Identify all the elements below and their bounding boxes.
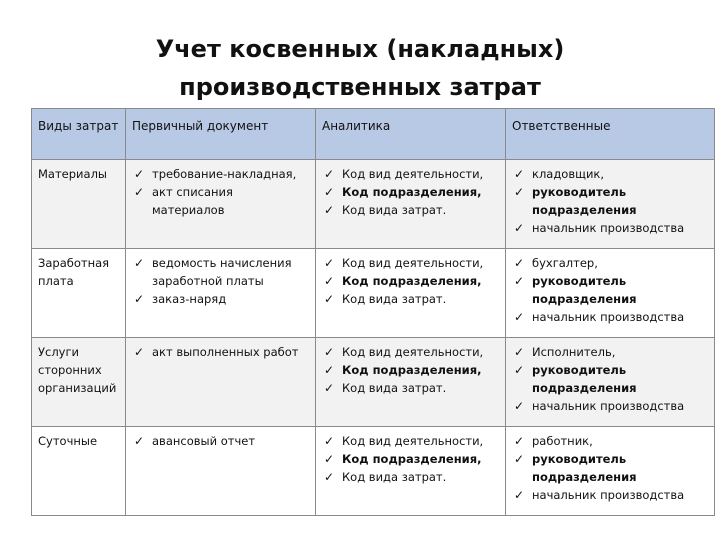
list-item: ✓ Код вида затрат. bbox=[324, 203, 447, 217]
list-item: ✓ начальник производства bbox=[514, 399, 685, 413]
header-primary-document: Первичный документ bbox=[126, 109, 316, 160]
checkmark-icon: ✓ bbox=[324, 470, 335, 484]
checkmark-icon: ✓ bbox=[324, 381, 335, 395]
checkmark-icon: ✓ bbox=[514, 185, 525, 199]
responsible-cell bbox=[506, 160, 715, 249]
page-title bbox=[0, 30, 720, 106]
list-item: ✓ кладовщик, bbox=[514, 167, 605, 181]
list-item: ✓ бухгалтер, bbox=[514, 256, 598, 270]
cost-type-cell: Материалы bbox=[32, 160, 126, 249]
list-item: ✓ руководитель подразделения bbox=[514, 185, 637, 217]
checkmark-icon: ✓ bbox=[514, 345, 525, 359]
cost-type-cell: Заработная плата bbox=[32, 249, 126, 338]
list-item: ✓ требование-накладная, bbox=[134, 167, 297, 181]
list-item: ✓ руководитель подразделения bbox=[514, 363, 637, 395]
checkmark-icon: ✓ bbox=[324, 292, 335, 306]
checkmark-icon: ✓ bbox=[514, 399, 525, 413]
list-item: ✓ ведомость начисления заработной платы bbox=[134, 256, 292, 288]
list-item: ✓ Код вида затрат. bbox=[324, 381, 447, 395]
list-item: ✓ Код вид деятельности, bbox=[324, 434, 484, 448]
list-item: ✓ работник, bbox=[514, 434, 593, 448]
table-row bbox=[32, 427, 715, 516]
documents-cell bbox=[126, 249, 316, 338]
list-item: ✓ Код подразделения, bbox=[324, 185, 482, 199]
list-item: ✓ руководитель подразделения bbox=[514, 274, 637, 306]
table-row bbox=[32, 249, 715, 338]
list-item: ✓ Код вида затрат. bbox=[324, 292, 447, 306]
documents-cell bbox=[126, 160, 316, 249]
list-item: ✓ Код подразделения, bbox=[324, 363, 482, 377]
checkmark-icon: ✓ bbox=[514, 274, 525, 288]
checkmark-icon: ✓ bbox=[514, 363, 525, 377]
analytics-cell bbox=[316, 160, 506, 249]
cost-type-cell: Суточные bbox=[32, 427, 126, 516]
checkmark-icon: ✓ bbox=[324, 452, 335, 466]
list-item: ✓ начальник производства bbox=[514, 310, 685, 324]
list-item: ✓ авансовый отчет bbox=[134, 434, 256, 448]
checkmark-icon: ✓ bbox=[134, 345, 145, 359]
list-item: ✓ Исполнитель, bbox=[514, 345, 616, 359]
checkmark-icon: ✓ bbox=[514, 452, 525, 466]
header-cost-type: Виды затрат bbox=[32, 109, 126, 160]
table-row bbox=[32, 160, 715, 249]
checkmark-icon: ✓ bbox=[324, 256, 335, 270]
list-item: ✓ акт списания материалов bbox=[134, 185, 233, 217]
checkmark-icon: ✓ bbox=[514, 221, 525, 235]
list-item: ✓ руководитель подразделения bbox=[514, 452, 637, 484]
title-line-2: производственных затрат bbox=[179, 73, 541, 101]
checkmark-icon: ✓ bbox=[134, 256, 145, 270]
list-item: ✓ заказ-наряд bbox=[134, 292, 227, 306]
checkmark-icon: ✓ bbox=[134, 434, 145, 448]
list-item: ✓ Код подразделения, bbox=[324, 274, 482, 288]
responsible-cell bbox=[506, 427, 715, 516]
checkmark-icon: ✓ bbox=[514, 167, 525, 181]
checkmark-icon: ✓ bbox=[514, 488, 525, 502]
checkmark-icon: ✓ bbox=[514, 256, 525, 270]
checkmark-icon: ✓ bbox=[134, 185, 145, 199]
checkmark-icon: ✓ bbox=[514, 310, 525, 324]
documents-cell bbox=[126, 427, 316, 516]
checkmark-icon: ✓ bbox=[324, 274, 335, 288]
checkmark-icon: ✓ bbox=[324, 203, 335, 217]
list-item: ✓ акт выполненных работ bbox=[134, 345, 299, 359]
checkmark-icon: ✓ bbox=[324, 363, 335, 377]
analytics-cell bbox=[316, 249, 506, 338]
costs-table bbox=[31, 108, 715, 516]
documents-cell bbox=[126, 338, 316, 427]
responsible-cell bbox=[506, 249, 715, 338]
checkmark-icon: ✓ bbox=[514, 434, 525, 448]
responsible-cell bbox=[506, 338, 715, 427]
list-item: ✓ Код вид деятельности, bbox=[324, 167, 484, 181]
checkmark-icon: ✓ bbox=[324, 434, 335, 448]
analytics-cell bbox=[316, 338, 506, 427]
header-responsible: Ответственные bbox=[506, 109, 715, 160]
title-line-1: Учет косвенных (накладных) bbox=[155, 35, 565, 63]
list-item: ✓ Код вида затрат. bbox=[324, 470, 447, 484]
list-item: ✓ Код вид деятельности, bbox=[324, 345, 484, 359]
checkmark-icon: ✓ bbox=[324, 345, 335, 359]
checkmark-icon: ✓ bbox=[134, 292, 145, 306]
analytics-cell bbox=[316, 427, 506, 516]
checkmark-icon: ✓ bbox=[134, 167, 145, 181]
checkmark-icon: ✓ bbox=[324, 185, 335, 199]
list-item: ✓ Код подразделения, bbox=[324, 452, 482, 466]
cost-type-cell: Услуги сторонних организаций bbox=[32, 338, 126, 427]
checkmark-icon: ✓ bbox=[324, 167, 335, 181]
list-item: ✓ Код вид деятельности, bbox=[324, 256, 484, 270]
list-item: ✓ начальник производства bbox=[514, 488, 685, 502]
list-item: ✓ начальник производства bbox=[514, 221, 685, 235]
header-analytics: Аналитика bbox=[316, 109, 506, 160]
table-row bbox=[32, 338, 715, 427]
table-header-row bbox=[32, 109, 715, 160]
